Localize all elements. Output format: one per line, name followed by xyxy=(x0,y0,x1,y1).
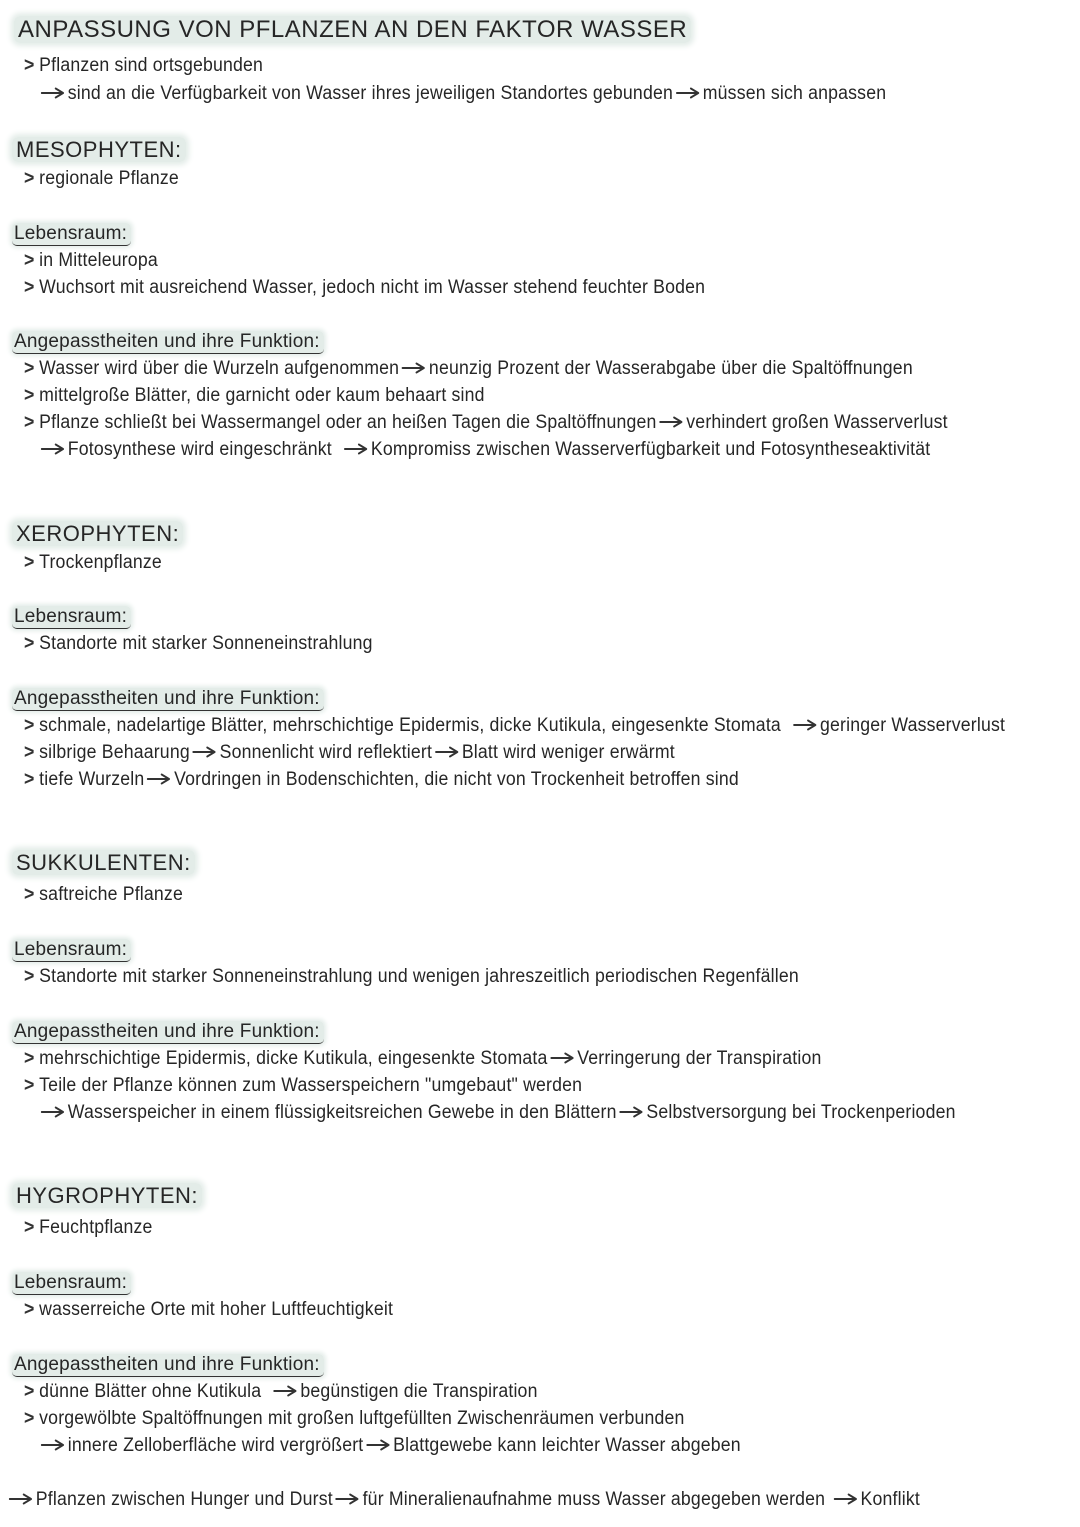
arrow-right-icon xyxy=(659,416,683,428)
bullet-icon: > xyxy=(24,884,35,905)
hygro-habitat-1: > wasserreiche Orte mit hoher Luftfeuchtigkeit xyxy=(24,1299,394,1320)
bullet-icon: > xyxy=(24,1048,35,1069)
label-lebensraum: Lebensraum: xyxy=(12,223,131,246)
arrow-right-icon xyxy=(147,773,171,785)
meso-habitat-1: > in Mitteleuropa xyxy=(24,250,158,271)
arrow-right-icon xyxy=(435,746,459,758)
bullet-icon: > xyxy=(24,412,35,433)
bullet-icon: > xyxy=(24,250,35,271)
hygro-type: > Feuchtpflanze xyxy=(24,1217,153,1238)
label-lebensraum: Lebensraum: xyxy=(12,939,131,962)
bullet-icon: > xyxy=(24,55,35,76)
meso-adaptation-3: > Pflanze schließt bei Wassermangel oder an heißen Tagen die Spaltöffnungen verhindert großen Wasserverlust xyxy=(24,412,948,433)
bullet-icon: > xyxy=(24,1299,35,1320)
hygro-adaptation-2: > vorgewölbte Spaltöffnungen mit großen luftgefüllten Zwischenräumen verbunden xyxy=(24,1408,685,1429)
arrow-right-icon xyxy=(676,87,700,99)
xero-adaptation-2: > silbrige Behaarung Sonnenlicht wird reflektiert Blatt wird weniger erwärmt xyxy=(24,742,675,763)
sukk-adaptation-2: > Teile der Pflanze können zum Wasserspeichern "umgebaut" werden xyxy=(24,1075,583,1096)
section-heading-sukkulenten: SUKKULENTEN: xyxy=(12,850,195,875)
conclusion-line: Pflanzen zwischen Hunger und Durst für Mineralienaufnahme muss Wasser abgegeben werden Konflikt xyxy=(6,1488,920,1512)
sukk-habitat-1: > Standorte mit starker Sonneneinstrahlung und wenigen jahreszeitlich periodischen Regenfällen xyxy=(24,966,799,987)
label-angepasstheiten: Angepasstheiten und ihre Funktion: xyxy=(12,688,324,711)
arrow-right-icon xyxy=(619,1106,643,1118)
label-lebensraum: Lebensraum: xyxy=(12,1272,131,1295)
bullet-icon: > xyxy=(24,742,35,763)
page-title: ANPASSUNG VON PFLANZEN AN DEN FAKTOR WASSER xyxy=(14,16,691,43)
bullet-icon: > xyxy=(24,1217,35,1238)
arrow-right-icon xyxy=(834,1493,858,1505)
arrow-right-icon xyxy=(41,1439,65,1451)
arrow-right-icon xyxy=(336,1493,360,1505)
arrow-right-icon xyxy=(402,362,426,374)
xero-habitat-1: > Standorte mit starker Sonneneinstrahlung xyxy=(24,633,373,654)
sukk-adaptation-3: Wasserspeicher in einem flüssigkeitsreichen Gewebe in den Blättern Selbstversorgung bei Trockenperioden xyxy=(38,1101,956,1125)
section-heading-mesophyten: MESOPHYTEN: xyxy=(12,137,186,162)
arrow-right-icon xyxy=(550,1052,574,1064)
intro-line-1: > Pflanzen sind ortsgebunden xyxy=(24,55,264,76)
bullet-icon: > xyxy=(24,385,35,406)
xero-adaptation-1: > schmale, nadelartige Blätter, mehrschichtige Epidermis, dicke Kutikula, eingesenkte Stomata geringer Wasserverlust xyxy=(24,715,1006,736)
arrow-right-icon xyxy=(273,1385,297,1397)
meso-type: > regionale Pflanze xyxy=(24,168,179,189)
bullet-icon: > xyxy=(24,966,35,987)
meso-adaptation-2: > mittelgroße Blätter, die garnicht oder kaum behaart sind xyxy=(24,385,485,406)
bullet-icon: > xyxy=(24,715,35,736)
bullet-icon: > xyxy=(24,1381,35,1402)
label-angepasstheiten: Angepasstheiten und ihre Funktion: xyxy=(12,1354,324,1377)
sukk-type: > saftreiche Pflanze xyxy=(24,884,183,905)
sukk-adaptation-1: > mehrschichtige Epidermis, dicke Kutikula, eingesenkte Stomata Verringerung der Transpiration xyxy=(24,1048,822,1069)
bullet-icon: > xyxy=(24,358,35,379)
meso-adaptation-1: > Wasser wird über die Wurzeln aufgenommen neunzig Prozent der Wasserabgabe über die Spaltöffnungen xyxy=(24,358,913,379)
bullet-icon: > xyxy=(24,277,35,298)
arrow-right-icon xyxy=(41,1106,65,1118)
arrow-right-icon xyxy=(193,746,217,758)
section-heading-xerophyten: XEROPHYTEN: xyxy=(12,521,183,546)
bullet-icon: > xyxy=(24,552,35,573)
arrow-right-icon xyxy=(366,1439,390,1451)
arrow-right-icon xyxy=(41,87,65,99)
meso-habitat-2: > Wuchsort mit ausreichend Wasser, jedoch nicht im Wasser stehend feuchter Boden xyxy=(24,277,706,298)
hygro-adaptation-1: > dünne Blätter ohne Kutikula begünstigen die Transpiration xyxy=(24,1381,538,1402)
label-angepasstheiten: Angepasstheiten und ihre Funktion: xyxy=(12,1021,324,1044)
label-angepasstheiten: Angepasstheiten und ihre Funktion: xyxy=(12,331,324,354)
arrow-right-icon xyxy=(9,1493,33,1505)
intro-line-2: sind an die Verfügbarkeit von Wasser ihres jeweiligen Standortes gebunden müssen sich anpassen xyxy=(38,82,886,106)
bullet-icon: > xyxy=(24,633,35,654)
meso-adaptation-4: Fotosynthese wird eingeschränkt Kompromiss zwischen Wasserverfügbarkeit und Fotosyntheseaktivität xyxy=(38,438,930,462)
hygro-adaptation-3: innere Zelloberfläche wird vergrößert Blattgewebe kann leichter Wasser abgeben xyxy=(38,1434,741,1458)
bullet-icon: > xyxy=(24,1408,35,1429)
xero-adaptation-3: > tiefe Wurzeln Vordringen in Bodenschichten, die nicht von Trockenheit betroffen sind xyxy=(24,769,739,790)
bullet-icon: > xyxy=(24,769,35,790)
label-lebensraum: Lebensraum: xyxy=(12,606,131,629)
arrow-right-icon xyxy=(41,443,65,455)
bullet-icon: > xyxy=(24,1075,35,1096)
bullet-icon: > xyxy=(24,168,35,189)
arrow-right-icon xyxy=(793,719,817,731)
section-heading-hygrophyten: HYGROPHYTEN: xyxy=(12,1183,202,1208)
arrow-right-icon xyxy=(344,443,368,455)
xero-type: > Trockenpflanze xyxy=(24,552,162,573)
